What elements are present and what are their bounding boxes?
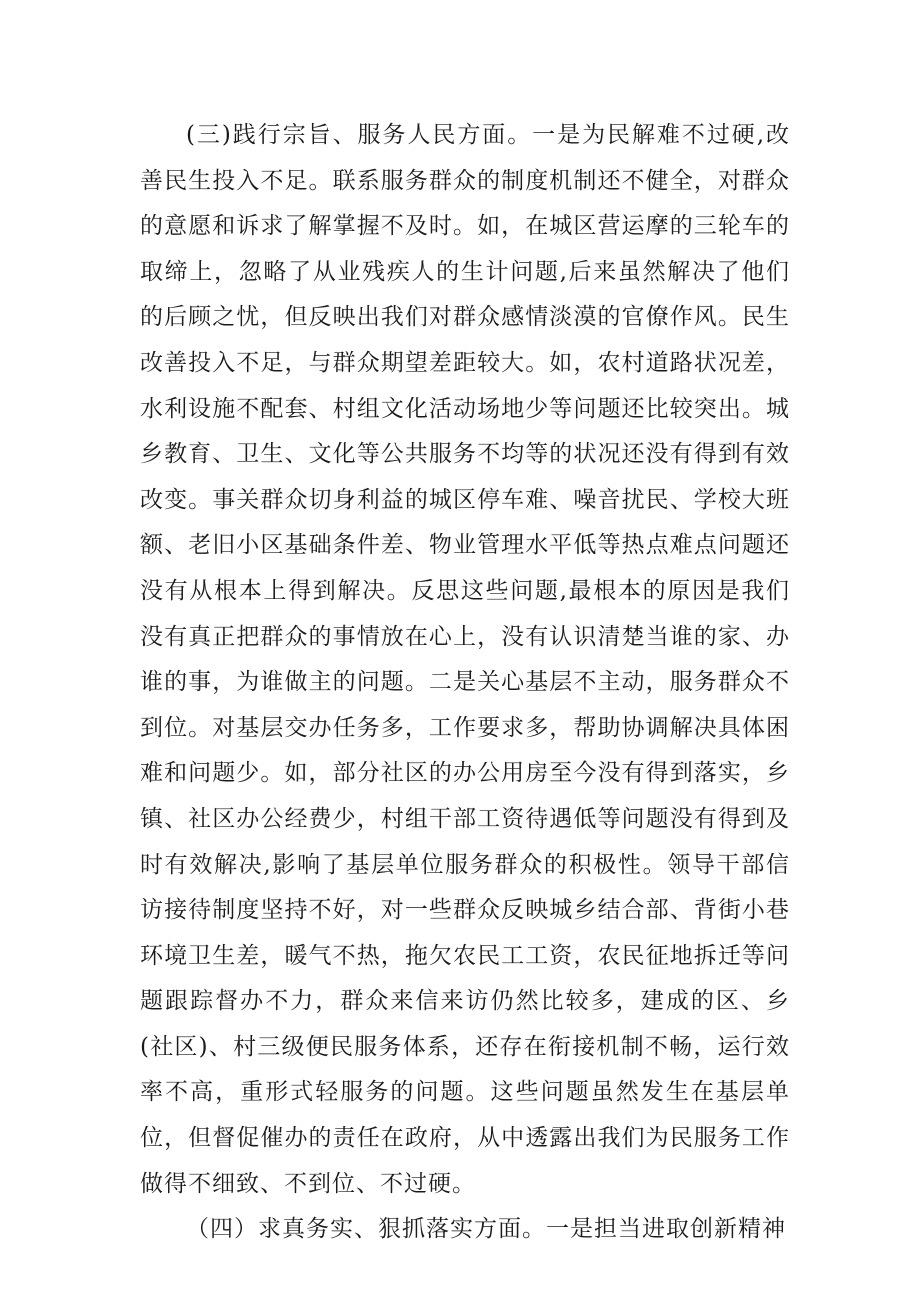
paragraph-section-four: （四）求真务实、狠抓落实方面。一是担当进取创新精神 xyxy=(186,1216,786,1243)
paragraph-section-three: (三)践行宗旨、服务人民方面。一是为民解难不过硬,改善民生投入不足。联系服务群众的制度机制还不健全，对群众的意愿和诉求了解掌握不及时。如，在城区营运摩的三轮车的取缔上，忽略了从业残疾人的生计问题,后来虽然解决了他们的后顾之忧，但反映出我们对群众感情淡漠的官僚作风。民生改善投入不足，与群众期望差距较大。如，农村道路状况差，水利设施不配套、村组文化活动场地少等问题还比较突出。城乡教育、卫生、文化等公共服务不均等的状况还没有得到有效改变。事关群众切身利益的城区停车难、噪音扰民、学校大班额、老旧小区基础条件差、物业管理水平低等热点难点问题还没有从根本上得到解决。反思这些问题,最根本的原因是我们没有真正把群众的事情放在心上，没有认识清楚当谁的家、办谁的事，为谁做主的问题。二是关心基层不主动，服务群众不到位。对基层交办任务多，工作要求多，帮助协调解决具体困难和问题少。如，部分社区的办公用房至今没有得到落实，乡镇、社区办公经费少，村组干部工资待遇低等问题没有得到及时有效解决,影响了基层单位服务群众的积极性。领导干部信访接待制度坚持不好，对一些群众反映城乡结合部、背街小巷环境卫生差，暖气不热，拖欠农民工工资，农民征地拆迁等问题跟踪督办不力，群众来信来访仍然比较多，建成的区、乡(社区)、村三级便民服务体系，还存在衔接机制不畅，运行效率不高，重形式轻服务的问题。这些问题虽然发生在基层单位，但督促催办的责任在政府，从中透露出我们为民服务工作做得不细致、不到位、不过硬。 xyxy=(140,122,790,1197)
document-body xyxy=(140,113,790,1253)
